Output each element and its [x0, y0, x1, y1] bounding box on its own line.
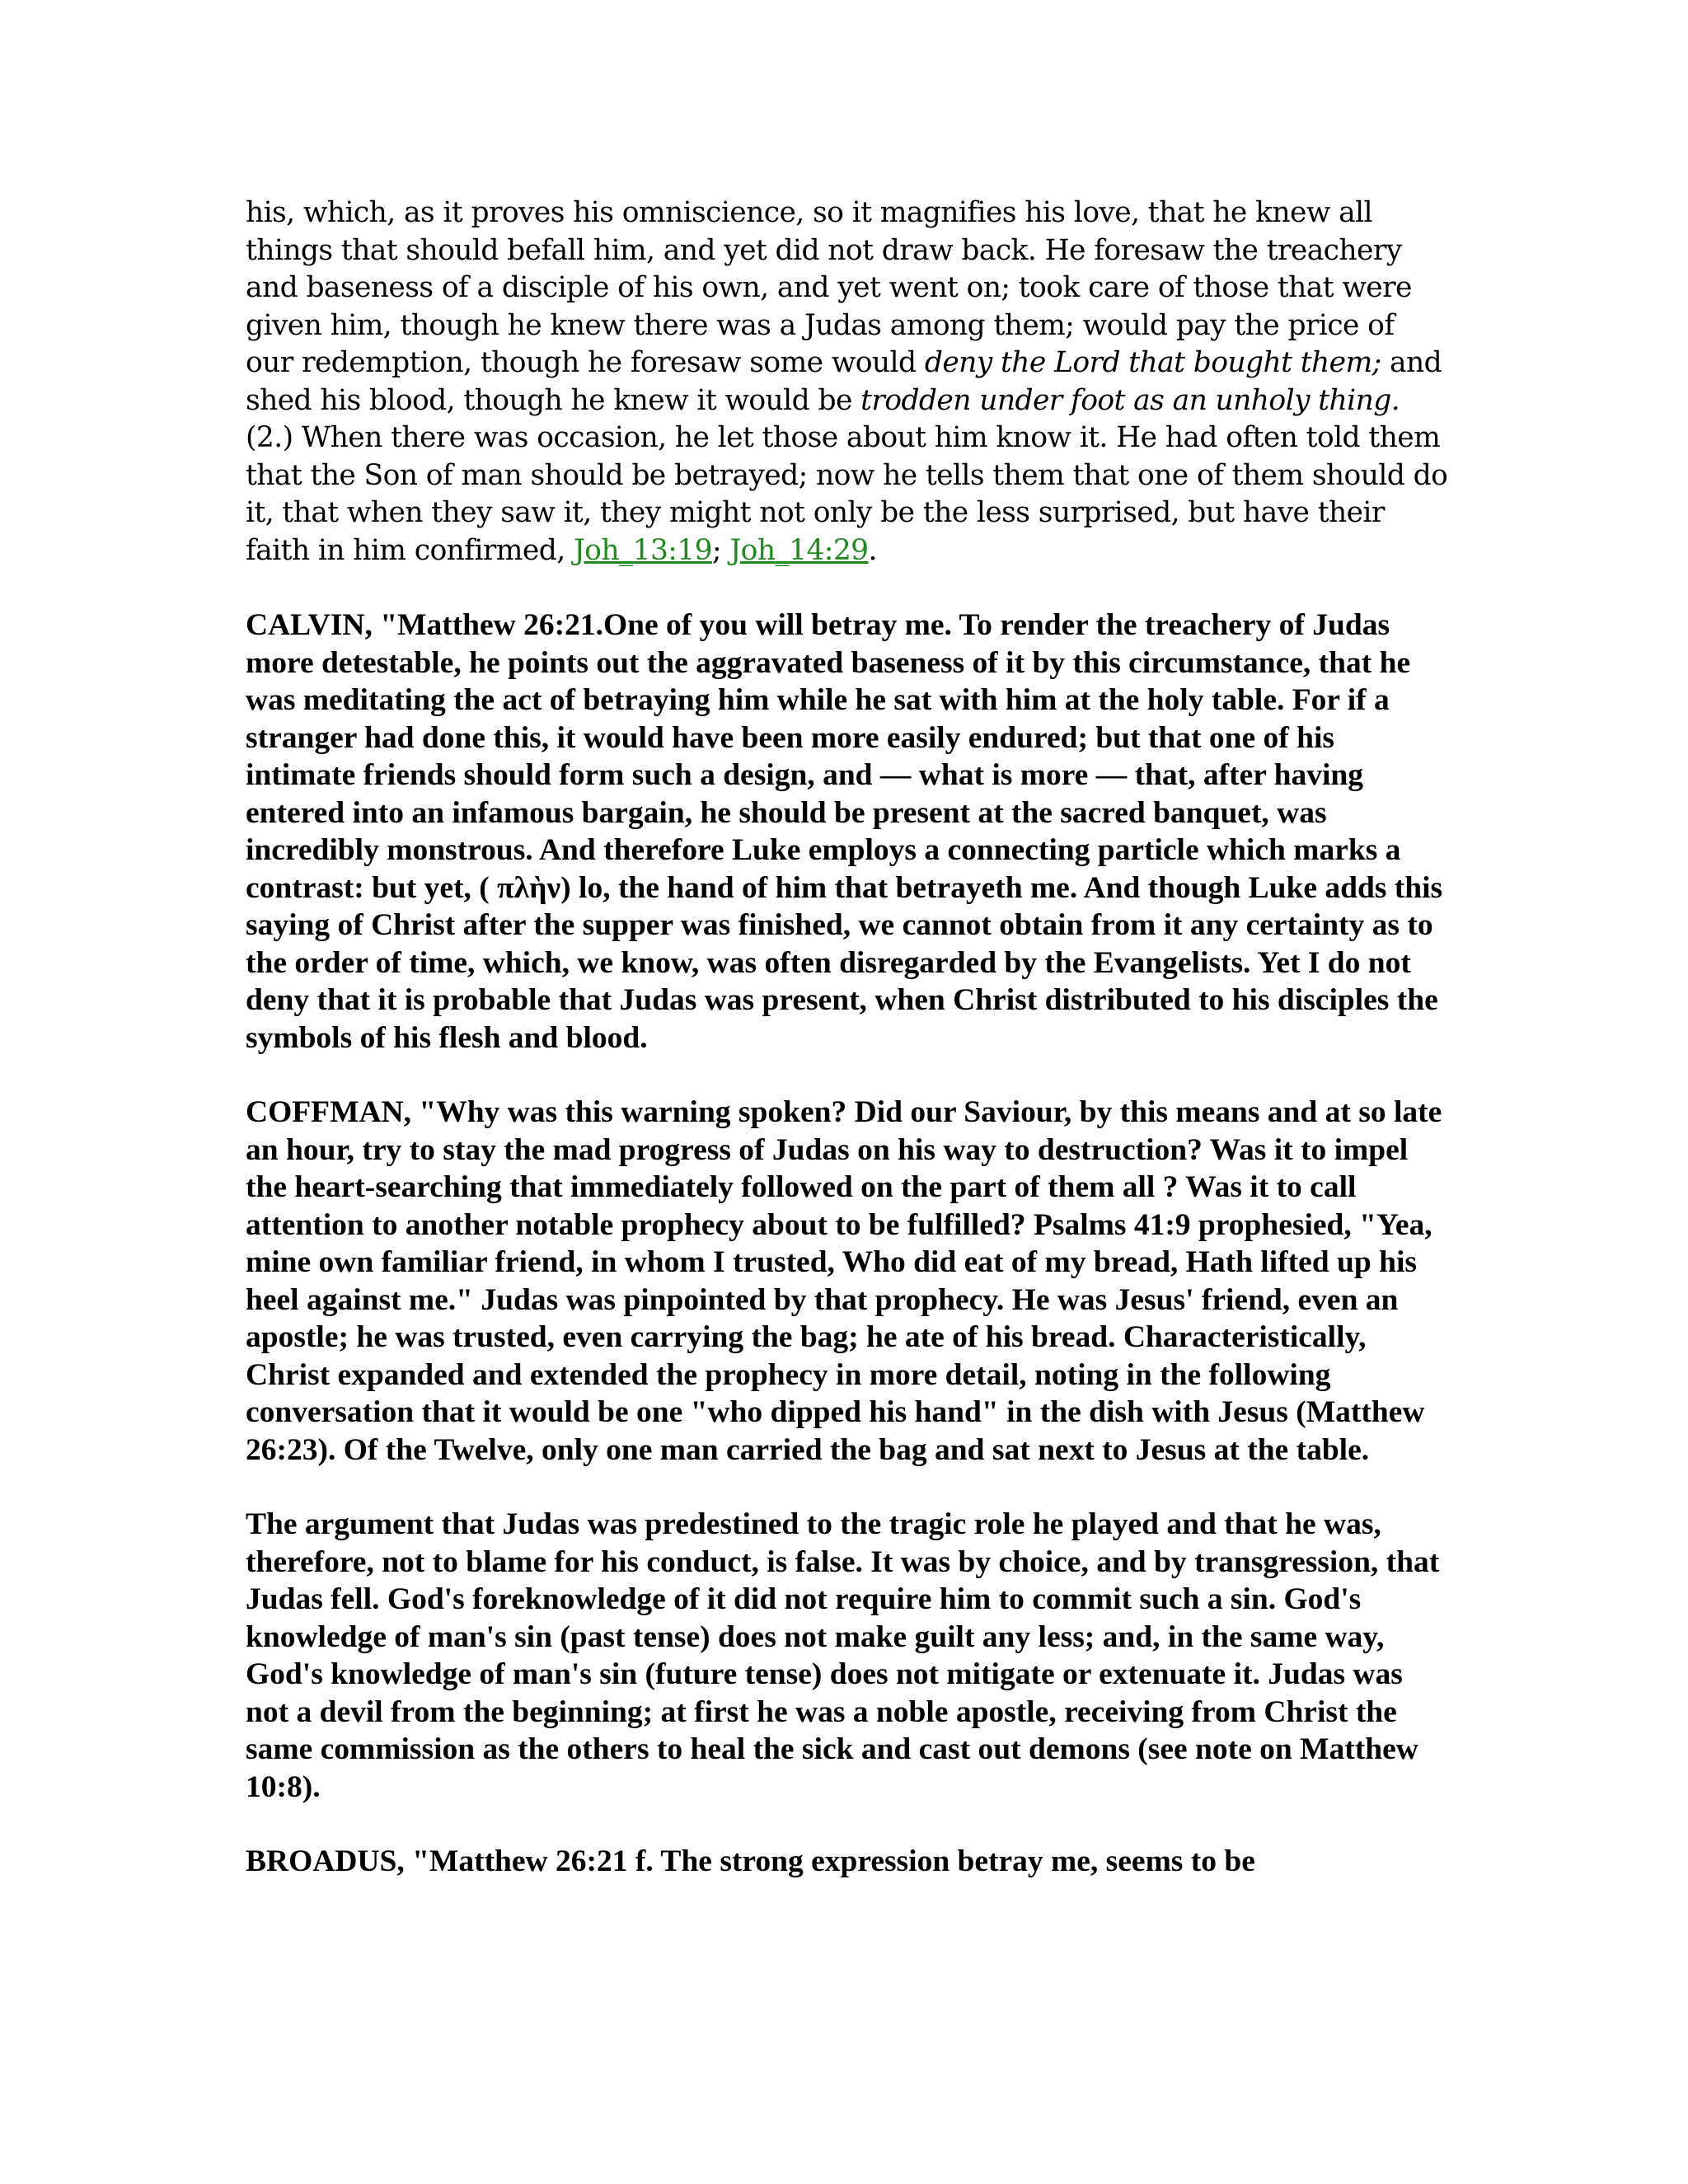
document-page: [246, 194, 1449, 1881]
henry-italic-1: deny the Lord that bought them;: [924, 346, 1381, 379]
henry-text-1: his, which, as it proves his omniscience, so it magnifies his love, that he knew all things that should befall him, and yet did not draw back. He foresaw the treachery and baseness of a disciple of his own, and yet went on; took care of those that were given him, though he knew there was a Judas among them; would pay the price of our redemption, though he foresaw some would: [246, 196, 1412, 379]
calvin-commentary-paragraph: CALVIN, "Matthew 26:21.One of you will betray me. To render the treachery of Judas more detestable, he points out the aggravated baseness of it by this circumstance, that he was meditating the act of betraying him while he sat with him at the holy table. For if a stranger had done this, it would have been more easily endured; but that one of his intimate friends should form such a design, and — what is more — that, after having entered into an infamous bargain, he should be present at the sacred banquet, was incredibly monstrous. And therefore Luke employs a connecting particle which marks a contrast: but yet, ( πλὴν) lo, the hand of him that betrayeth me. And though Luke adds this saying of Christ after the supper was finished, we cannot obtain from it any certainty as to the order of time, which, we know, was often disregarded by the Evangelists. Yet I do not deny that it is probable that Judas was present, when Christ distributed to his disciples the symbols of his flesh and blood.: [246, 608, 1443, 1055]
henry-text-2: and shed his blood, though he knew it would be: [246, 346, 1442, 417]
henry-end-period: .: [868, 533, 877, 567]
henry-italic-2: trodden under foot as an unholy thing.: [860, 383, 1400, 417]
henry-text-3: (2.) When there was occasion, he let those about him know it. He had often told them that the Son of man should be betrayed; now he tells them that one of them should do it, that when they saw it, they might not only be the less surprised, but have their faith in him confirmed,: [246, 421, 1448, 567]
coffman-commentary-paragraph-1: COFFMAN, "Why was this warning spoken? Did our Saviour, by this means and at so late an hour, try to stay the mad progress of Judas on his way to destruction? Was it to impel the heart-searching that immediately followed on the part of them all ? Was it to call attention to another notable prophecy about to be fulfilled? Psalms 41:9 prophesied, "Yea, mine own familiar friend, in whom I trusted, Who did eat of my bread, Hath lifted up his heel against me." Judas was pinpointed by that prophecy. He was Jesus' friend, even an apostle; he was trusted, even carrying the bag; he ate of his bread. Characteristically, Christ expanded and extended the prophecy in more detail, noting in the following conversation that it would be one "who dipped his hand" in the dish with Jesus (Matthew 26:23). Of the Twelve, only one man carried the bag and sat next to Jesus at the table.: [246, 1095, 1442, 1467]
link-separator: ;: [712, 533, 730, 567]
scripture-link-john-14-29[interactable]: Joh_14:29: [729, 533, 869, 567]
coffman-commentary-paragraph-2: The argument that Judas was predestined to the tragic role he played and that he was, therefore, not to blame for his conduct, is false. It was by choice, and by transgression, that Judas fell. God's foreknowledge of it did not require him to commit such a sin. God's knowledge of man's sin (past tense) does not make guilt any less; and, in the same way, God's knowledge of man's sin (future tense) does not mitigate or extenuate it. Judas was not a devil from the beginning; at first he was a noble apostle, receiving from Christ the same commission as the others to heal the sick and cast out demons (see note on Matthew 10:8).: [246, 1507, 1440, 1804]
henry-commentary-paragraph: [246, 194, 1449, 569]
scripture-link-john-13-19[interactable]: Joh_13:19: [573, 533, 713, 567]
broadus-commentary-paragraph: BROADUS, "Matthew 26:21 f. The strong expression betray me, seems to be: [246, 1844, 1255, 1878]
